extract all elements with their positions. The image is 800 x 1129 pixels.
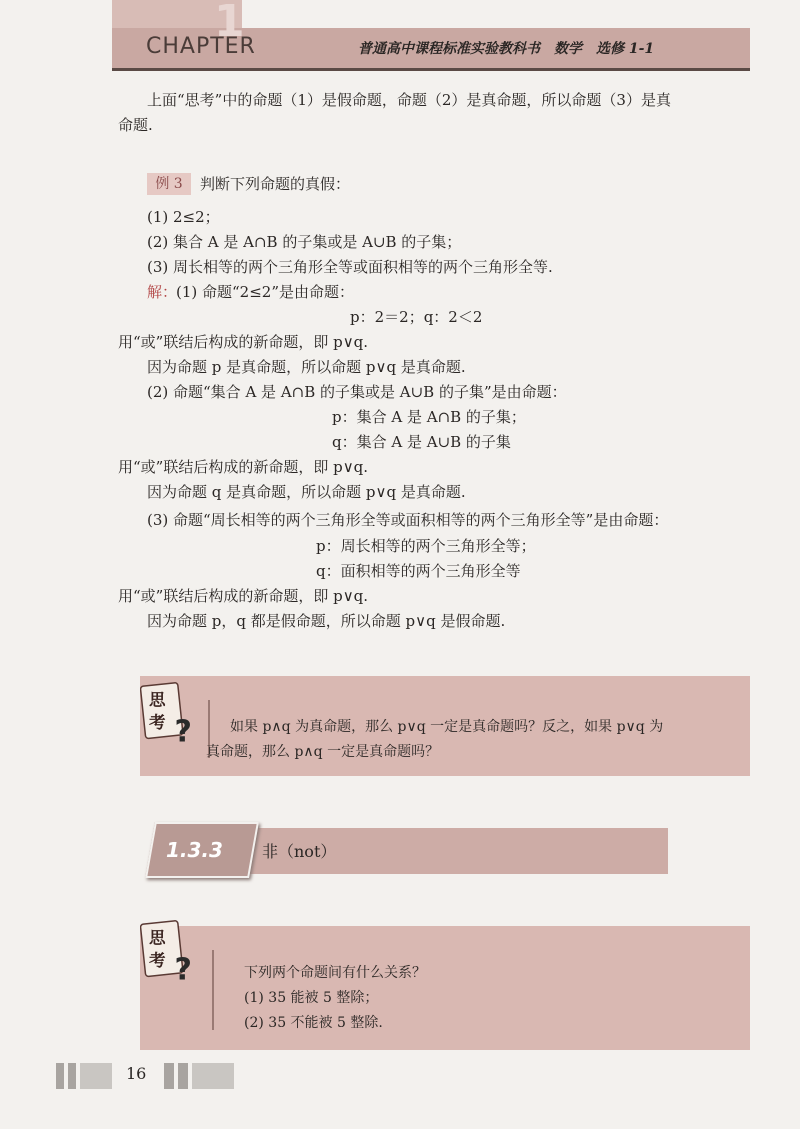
svg-text:?: ? xyxy=(174,714,192,750)
think-icon-char-1: 思 xyxy=(149,928,166,948)
footer-mark xyxy=(80,1063,112,1089)
think-icon-char-1: 思 xyxy=(149,690,166,710)
think-icon xyxy=(140,918,200,988)
footer-mark xyxy=(68,1063,76,1089)
page-number: 16 xyxy=(126,1064,147,1083)
think-divider xyxy=(212,950,214,1030)
example-item-3: (3) 周长相等的两个三角形全等或面积相等的两个三角形全等. xyxy=(147,258,553,276)
think-text-line: (2) 35 不能被 5 整除. xyxy=(244,1015,383,1031)
solution-line: (2) 命题“集合 A 是 A∩B 的子集或是 A∪B 的子集”是由命题： xyxy=(147,383,567,401)
think-box xyxy=(140,926,750,1050)
footer-mark xyxy=(56,1063,64,1089)
solution-line: 用“或”联结后构成的新命题，即 p∨q. xyxy=(118,458,369,476)
example-item-1: (1) 2≤2； xyxy=(147,208,220,226)
solution-line: 用“或”联结后构成的新命题，即 p∨q. xyxy=(118,587,369,605)
think-icon-char-2: 考 xyxy=(149,712,166,732)
think-text-line: (1) 35 能被 5 整除； xyxy=(244,990,379,1006)
footer-mark xyxy=(164,1063,174,1089)
intro-line-1: 上面“思考”中的命题（1）是假命题，命题（2）是真命题，所以命题（3）是真 xyxy=(147,91,671,109)
chapter-number: 1 xyxy=(214,0,245,47)
intro-line-2: 命题. xyxy=(118,116,153,134)
solution-line: 因为命题 q 是真命题，所以命题 p∨q 是真命题. xyxy=(147,483,466,501)
example-prompt: 判断下列命题的真假： xyxy=(200,175,351,193)
example-item-2: (2) 集合 A 是 A∩B 的子集或是 A∪B 的子集； xyxy=(147,233,462,251)
solution-line: q：集合 A 是 A∪B 的子集 xyxy=(332,433,511,451)
svg-text:?: ? xyxy=(174,952,192,988)
think-icon-char-2: 考 xyxy=(149,950,166,970)
section-title: 非（not） xyxy=(262,842,337,861)
solution-line: 因为命题 p 是真命题，所以命题 p∨q 是真命题. xyxy=(147,358,466,376)
think-text-line: 下列两个命题间有什么关系？ xyxy=(244,965,426,981)
footer-mark xyxy=(178,1063,188,1089)
think-icon xyxy=(140,680,200,750)
solution-label: 解： xyxy=(147,283,178,301)
solution-line: p：2＝2；q：2＜2 xyxy=(350,308,483,326)
solution-line: p：周长相等的两个三角形全等； xyxy=(316,537,536,555)
solution-line: (1) 命题“2≤2”是由命题： xyxy=(176,283,355,301)
example-badge: 例 3 xyxy=(147,173,191,195)
solution-line: (3) 命题“周长相等的两个三角形全等或面积相等的两个三角形全等”是由命题： xyxy=(147,511,669,529)
solution-line: p：集合 A 是 A∩B 的子集； xyxy=(332,408,526,426)
solution-line: q：面积相等的两个三角形全等 xyxy=(316,562,521,580)
think-text-line: 如果 p∧q 为真命题，那么 p∨q 一定是真命题吗？反之，如果 p∨q 为 xyxy=(230,719,664,735)
solution-line: 用“或”联结后构成的新命题，即 p∨q. xyxy=(118,333,369,351)
section-number: 1.3.3 xyxy=(166,838,223,862)
think-text-line: 真命题，那么 p∧q 一定是真命题吗？ xyxy=(206,744,440,760)
book-title: 普通高中课程标准实验教科书 数学 选修 1-1 xyxy=(358,41,655,57)
solution-line: 因为命题 p，q 都是假命题，所以命题 p∨q 是假命题. xyxy=(147,612,506,630)
footer-mark xyxy=(192,1063,234,1089)
chapter-label: CHAPTER xyxy=(146,34,256,59)
